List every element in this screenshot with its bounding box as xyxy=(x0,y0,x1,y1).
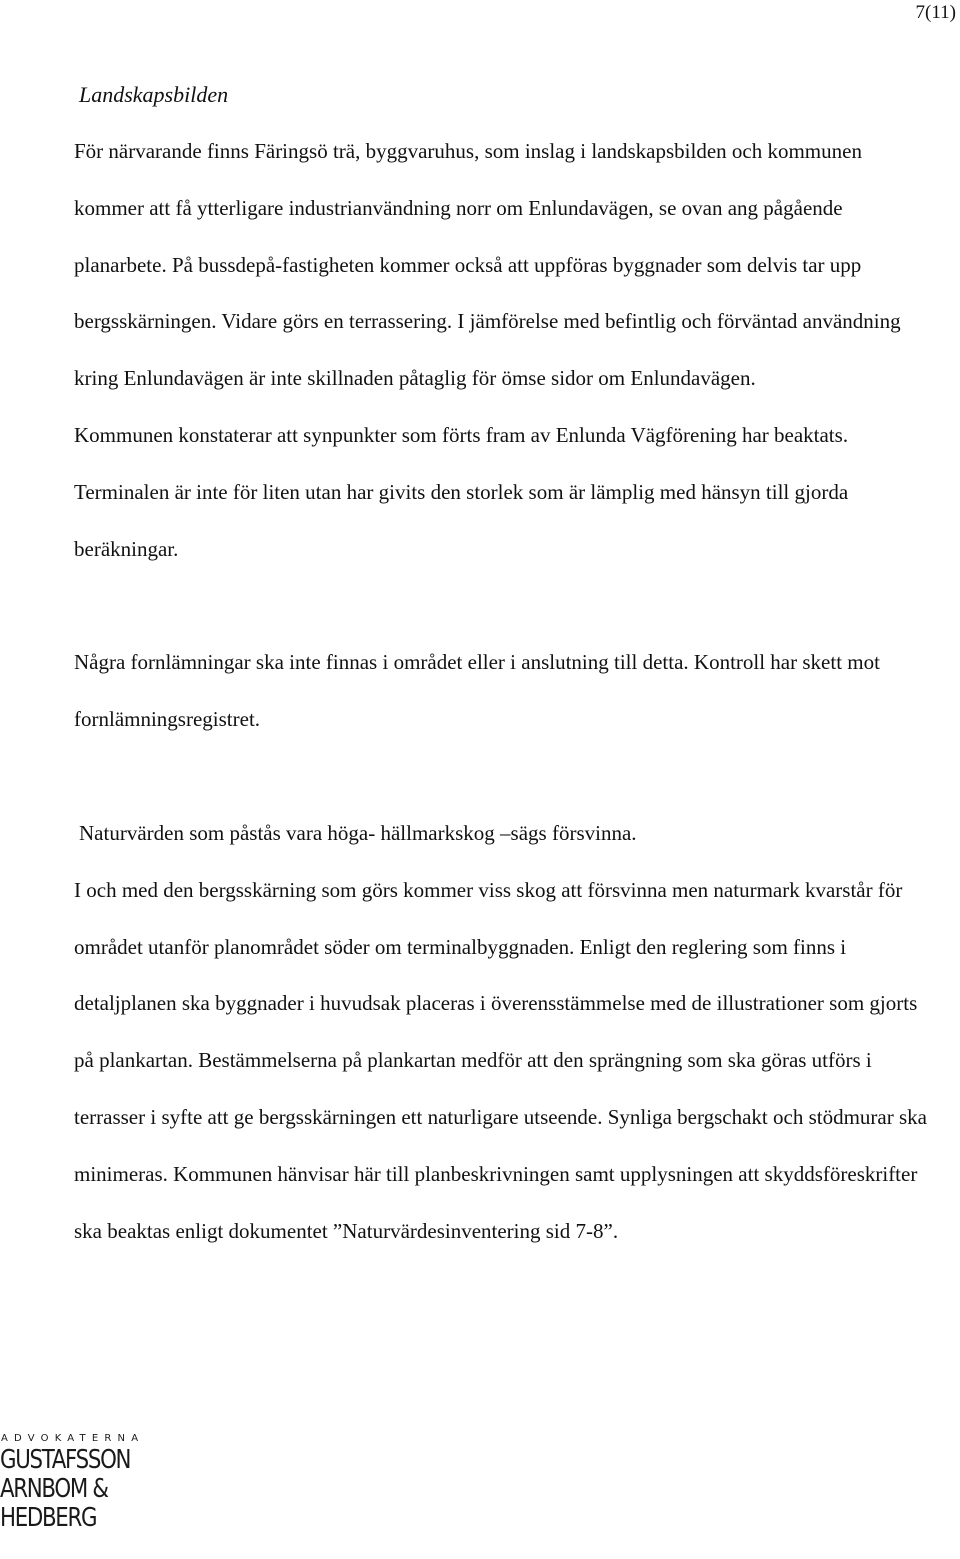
paragraph-road-association: Kommunen konstaterar att synpunkter som förts fram av Enlunda Vägförening har beaktats. Terminalen är inte för liten utan har givits den storlek som är lämplig med hänsyn till gjorda beräkningar. xyxy=(74,422,849,561)
paragraph-rock-cutting: I och med den bergsskärning som görs kommer viss skog att försvinna men naturmark kvarstår för området utanför planområdet söder om terminalbyggnaden. Enligt den reglering som finns i detaljplanen ska byggnader i huvudsak placeras i överensstämmelse med de illustrationer som gjorts på plankartan. Bestämmelserna på plankartan medför att den sprängning som ska göras utförs i terrasser i syfte att ge bergsskärningen ett naturligare utseende. Synliga bergschakt och stödmurar ska minimeras. Kommunen hänvisar här till planbeskrivningen samt upplysningen att skyddsföreskrifter ska beaktas enligt dokumentet ”Naturvärdesinventering sid 7-8”. xyxy=(74,877,927,1243)
paragraph-ancient-remains: Några fornlämningar ska inte finnas i området eller i anslutning till detta. Kontroll har skett mot fornlämningsregistret. xyxy=(74,650,880,732)
paragraph-landscape: För närvarande finns Färingsö trä, byggvaruhus, som inslag i landskapsbilden och kommunen kommer att få ytterligare industrianvändning norr om Enlundavägen, se ovan ang pågående planarbete. På bussdepå-fastigheten kommer också att uppföras byggnader som delvis tar upp bergsskärningen. Vidare görs en terrassering. I jämförelse med befintlig och förväntad användning kring Enlundavägen är inte skillnaden påtaglig för ömse sidor om Enlundavägen. xyxy=(74,139,901,391)
logo-line-1: GUSTAFSSON xyxy=(0,1445,131,1475)
page-number: 7(11) xyxy=(915,2,956,23)
logo-line-2: ARNBOM & xyxy=(0,1474,108,1504)
document-body xyxy=(74,66,934,1259)
logo-tagline: ADVOKATERNA xyxy=(1,1433,145,1444)
logo-line-3: HEDBERG xyxy=(0,1503,97,1533)
paragraph-nature-values-claim: Naturvärden som påstås vara höga- hällmarkskog –sägs försvinna. xyxy=(79,820,637,845)
law-firm-logo xyxy=(0,1432,145,1533)
section-heading: Landskapsbilden xyxy=(79,82,229,107)
